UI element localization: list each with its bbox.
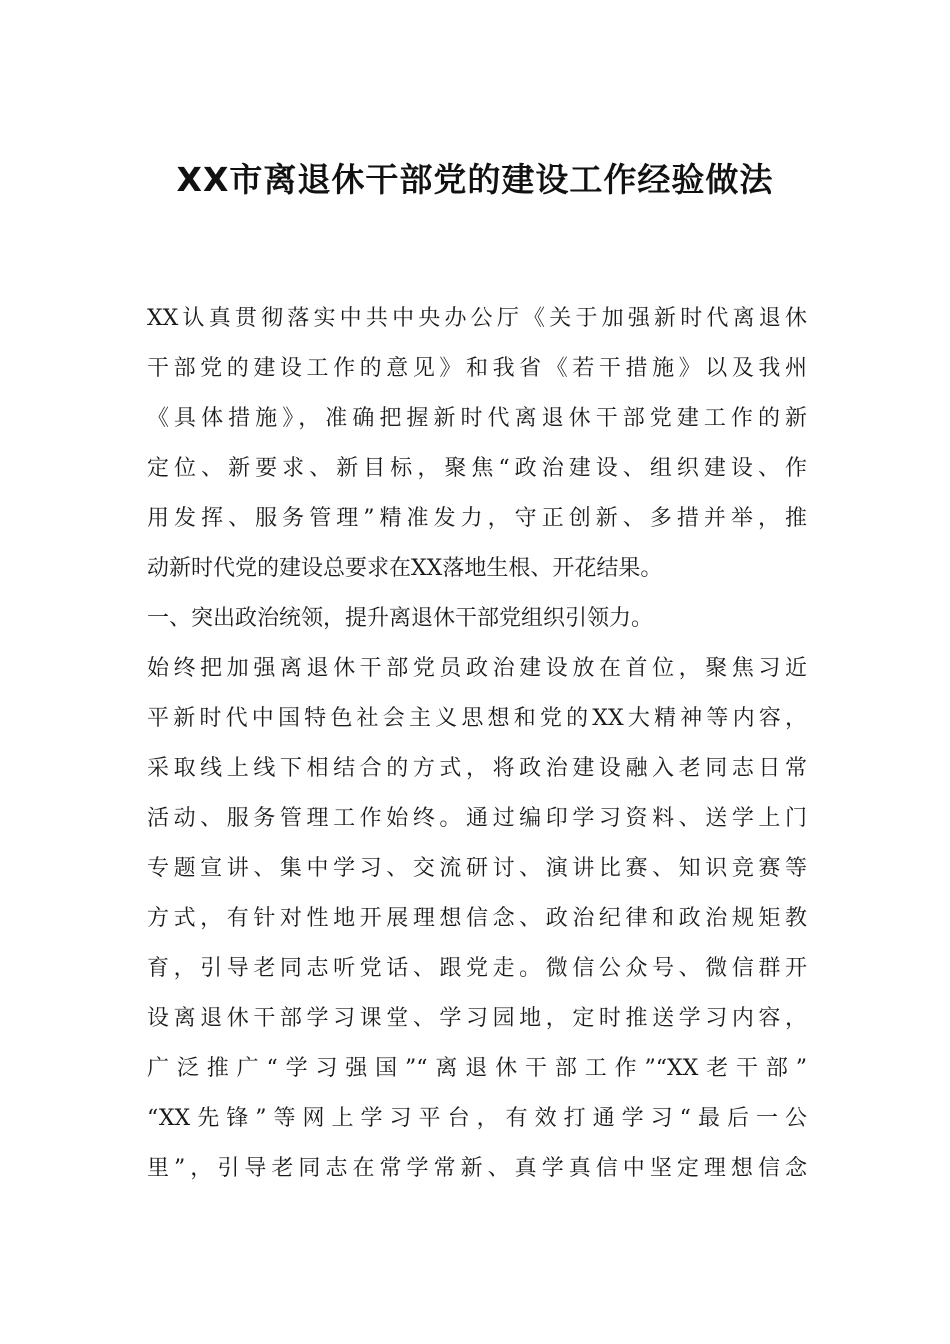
document-body [147, 294, 807, 1194]
text-line: 动新时代党的建设总要求在XX落地生根、开花结果。 [147, 556, 663, 581]
text-line: 育，引导老同志听党话、跟党走。微信公众号、微信群开 [147, 956, 807, 981]
text-line: 设离退休干部学习课堂、学习园地，定时推送学习内容， [147, 1006, 807, 1031]
text-line: “XX先锋”等网上学习平台，有效打通学习“最后一公 [147, 1106, 807, 1131]
text-line: 干部党的建设工作的意见》和我省《若干措施》以及我州 [147, 356, 807, 381]
section-heading: 一、突出政治统领，提升离退休干部党组织引领力。 [147, 606, 654, 631]
text-line: 用发挥、服务管理”精准发力，守正创新、多措并举，推 [147, 506, 807, 531]
text-line: 定位、新要求、新目标，聚焦“政治建设、组织建设、作 [147, 456, 807, 481]
text-line: 始终把加强离退休干部党员政治建设放在首位，聚焦习近 [147, 656, 807, 681]
document-title: XX市离退休干部党的建设工作经验做法 [176, 160, 774, 199]
text-line: 方式，有针对性地开展理想信念、政治纪律和政治规矩教 [147, 906, 807, 931]
text-line: 里”，引导老同志在常学常新、真学真信中坚定理想信念 [147, 1156, 807, 1181]
text-line: 平新时代中国特色社会主义思想和党的XX大精神等内容， [147, 706, 807, 731]
text-line: 采取线上线下相结合的方式，将政治建设融入老同志日常 [147, 756, 807, 781]
text-line: 广泛推广“学习强国”“离退休干部工作”“XX老干部” [147, 1056, 807, 1081]
text-line: 专题宣讲、集中学习、交流研讨、演讲比赛、知识竞赛等 [147, 856, 807, 881]
text-line: 活动、服务管理工作始终。通过编印学习资料、送学上门 [147, 806, 807, 831]
text-line: XX认真贯彻落实中共中央办公厅《关于加强新时代离退休 [147, 306, 807, 331]
text-line: 《具体措施》，准确把握新时代离退休干部党建工作的新 [147, 406, 807, 431]
